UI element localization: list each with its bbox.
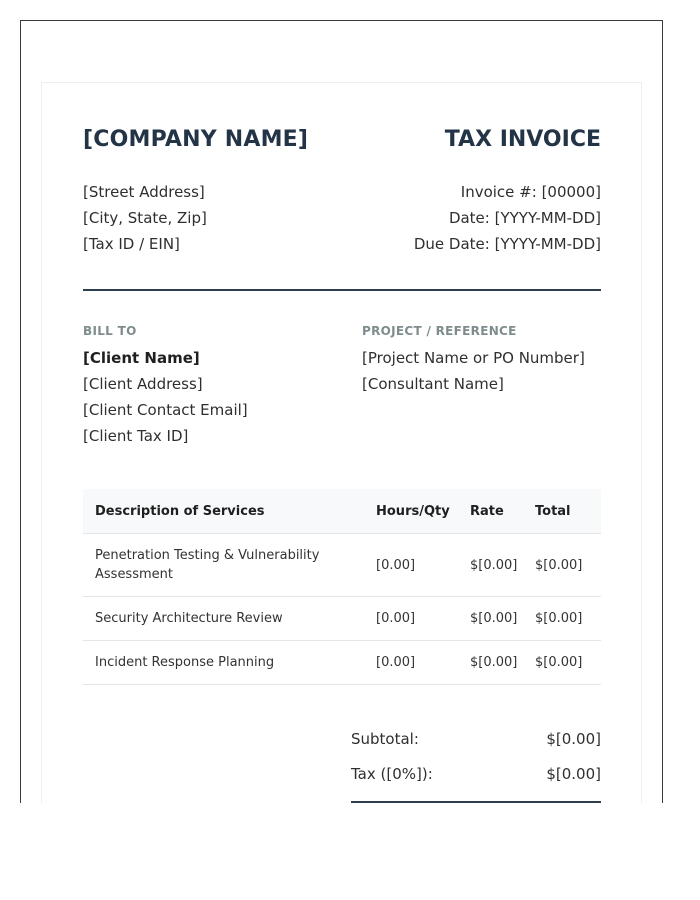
row-description: Incident Response Planning xyxy=(95,655,275,670)
consultant-name: [Consultant Name] xyxy=(362,375,504,393)
bill-to-label: BILL TO xyxy=(83,324,137,338)
project-reference-section xyxy=(362,324,585,397)
due-date: Due Date: [YYYY-MM-DD] xyxy=(413,235,601,253)
column-header-qty: Hours/Qty xyxy=(376,503,450,519)
column-header-rate: Rate xyxy=(470,503,504,519)
tax-row xyxy=(351,756,601,791)
table-row xyxy=(83,597,601,641)
client-address: [Client Address] xyxy=(83,375,203,393)
tax-value: $[0.00] xyxy=(546,764,601,783)
bill-to-section xyxy=(83,324,248,449)
tax-id: [Tax ID / EIN] xyxy=(83,235,180,253)
table-header-row xyxy=(83,489,601,534)
row-rate: $[0.00] xyxy=(470,655,518,670)
row-rate: $[0.00] xyxy=(470,557,518,573)
services-table xyxy=(83,489,601,685)
document-viewport xyxy=(20,20,663,803)
row-description-text: Penetration Testing & Vulnerability Assessment xyxy=(95,548,320,582)
row-total: $[0.00] xyxy=(535,655,583,670)
invoice-page xyxy=(41,82,642,803)
column-header-total: Total xyxy=(535,503,571,519)
row-qty: [0.00] xyxy=(376,611,416,626)
table-row xyxy=(83,641,601,685)
row-description xyxy=(83,546,376,584)
street-address: [Street Address] xyxy=(83,183,205,201)
table-row xyxy=(83,534,601,597)
row-rate: $[0.00] xyxy=(470,611,518,626)
row-description: Security Architecture Review xyxy=(95,611,283,626)
totals-block xyxy=(351,721,601,803)
city-state-zip: [City, State, Zip] xyxy=(83,209,207,227)
header-divider xyxy=(83,289,601,291)
invoice-date: Date: [YYYY-MM-DD] xyxy=(448,209,601,227)
client-name: [Client Name] xyxy=(83,349,200,367)
invoice-number: Invoice #: [00000] xyxy=(460,183,601,201)
row-total: $[0.00] xyxy=(535,557,583,573)
client-tax-id: [Client Tax ID] xyxy=(83,427,189,445)
client-email: [Client Contact Email] xyxy=(83,401,248,419)
company-address-block xyxy=(83,179,207,257)
tax-label: Tax ([0%]): xyxy=(351,764,433,783)
invoice-meta-block xyxy=(414,179,601,257)
totals-divider xyxy=(351,801,601,803)
subtotal-row xyxy=(351,721,601,756)
company-name: [COMPANY NAME] xyxy=(83,127,309,152)
project-reference-label: PROJECT / REFERENCE xyxy=(362,324,517,338)
row-qty: [0.00] xyxy=(376,557,416,573)
subtotal-value: $[0.00] xyxy=(546,729,601,748)
row-total: $[0.00] xyxy=(535,611,583,626)
subtotal-label: Subtotal: xyxy=(351,729,419,748)
row-qty: [0.00] xyxy=(376,655,416,670)
column-header-description: Description of Services xyxy=(95,503,265,519)
document-title: TAX INVOICE xyxy=(444,127,601,152)
project-name: [Project Name or PO Number] xyxy=(362,349,585,367)
